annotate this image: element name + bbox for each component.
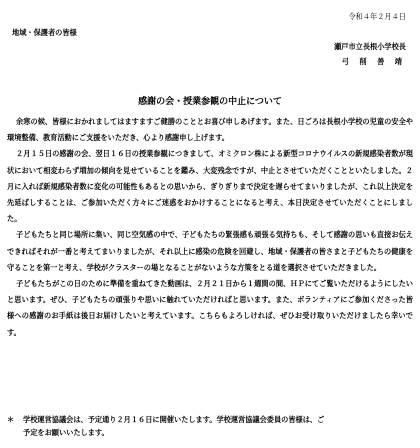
footnote-line-2: 予定をお願いいたします。	[23, 428, 109, 437]
paragraph-cancellation: ２月１５日の感謝の会、翌日１６日の授業参観につきまして、オミクロン株による新型コロナウイルスの新規感染者数が現状において相変わらず増加の傾向を見せていることを鑑み、大変残念ですが、中止とさせていただくことといたしました。２月に入れば新規感染者数に変化の可能性もあるとの思いから、ぎりぎりまで決定を遅らせてまいりましたが、これ以上決定を先延ばしすることは、ご参加いただく方々にご迷惑をおかけすることになると考え、本日決定させていただくことにしました。	[7, 149, 413, 224]
letter-body	[7, 114, 413, 341]
date: 令和４年２月４日	[348, 12, 406, 21]
footnote-text-1: 学校運営協議会は、予定通り２月１６日に開催いたします。学校運営協議会委員の皆様は、ご	[23, 415, 325, 424]
footnote-line-1	[7, 413, 413, 426]
asterisk-mark: ＊	[7, 415, 15, 424]
school-name: 瀬戸市立長根小学校長	[334, 42, 406, 51]
document-title: 感謝の会・授業参観の中止について	[138, 97, 282, 107]
paragraph-video: 子どもたちがこの日のために準備を重ねてきた動画は、２月２１日から１週間の間、ＨＰにてご覧いただけるようにしたいと思います。ぜひ、子どもたちの頑張りや思いに触れていただければと思います。また、ボランティアにご参加くださった皆様への感謝のお手紙は後日お届けしたいと考えています。こちらもよろしければ、ぜひお受け取りいただけましたら幸いです。	[7, 279, 413, 337]
footnote	[7, 413, 413, 439]
principal-name: 弓 削 善 靖	[341, 57, 406, 66]
paragraph-reason: 子どもたちと同じ場所に集い、同じ空気感の中で、子どもたちの緊張感も頑張る気持ちも、そして感謝の思いも直接お伝えできればそれが一番と考えてまいりましたが、それ以上に感染の危険を回避し、地域・保護者の皆さまと子どもたちの健康を守ることを第一と考え、学校がクラスターの場となることがないような方策をとる道を選択させていただきました。	[7, 230, 413, 272]
recipient: 地域・保護者の皆様	[12, 28, 77, 37]
paragraph-greeting: 余寒の候、皆様におかれましてはますますご健勝のこととお喜び申しあげます。また、日ごろは長根小学校の児童の安全や環境整備、教育活動にご支援をいただき、心より感謝申し上げます。	[7, 117, 413, 143]
